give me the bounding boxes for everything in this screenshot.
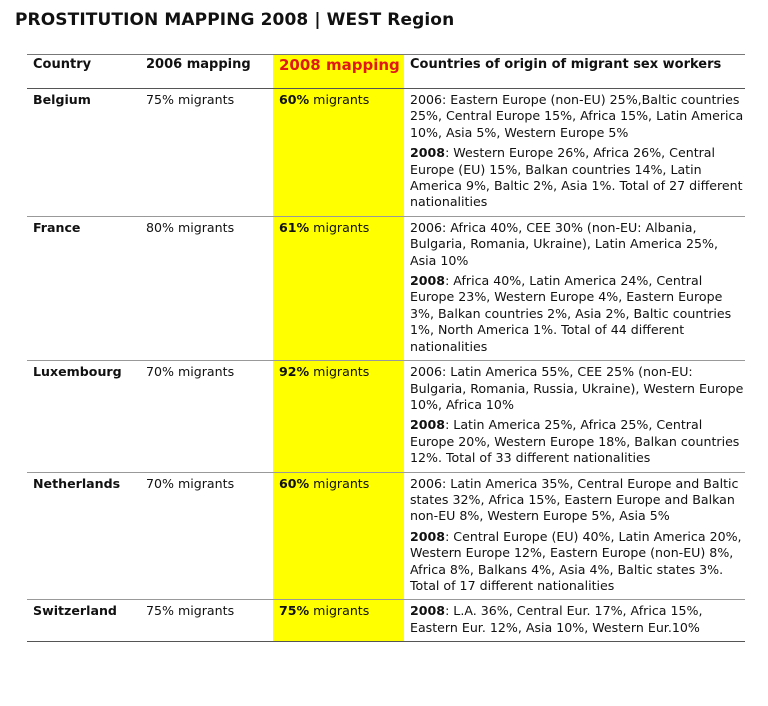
origins-cell: [404, 89, 745, 217]
origins-cell: [404, 361, 745, 472]
origins-2008-text: [410, 417, 745, 466]
origins-2006-text: 2006: Latin America 55%, CEE 25% (non-EU: Bulgaria, Romania, Russia, Ukraine), Western Europe 10%, Africa 10%: [410, 364, 744, 412]
mapping-2008-percent: 92%: [279, 364, 310, 380]
header-2006-mapping: 2006 mapping: [140, 55, 273, 89]
mapping-table: [27, 54, 745, 642]
origins-cell: [404, 600, 745, 642]
mapping-2008-cell: [273, 216, 404, 360]
origins-2008-text: [410, 145, 745, 211]
origins-2006-text: 2006: Eastern Europe (non-EU) 25%,Baltic countries 25%, Central Europe 15%, Africa 15%, Latin America 10%, Asia 5%, Western Europe 5%: [410, 92, 744, 140]
mapping-2006-cell: 75% migrants: [140, 89, 273, 217]
origins-2008-text: [410, 529, 745, 595]
mapping-2008-suffix: migrants: [313, 475, 370, 491]
origins-2008-text: [410, 603, 745, 636]
country-cell: Luxembourg: [27, 361, 140, 472]
origins-2008-detail: : Central Europe (EU) 40%, Latin America 20%, Western Europe 12%, Eastern Europe (non-EU) 8%, Africa 8%, Balkans 4%, Asia 4%, Baltic states 3%. Total of 17 different nationalities: [410, 528, 742, 593]
table-row: [27, 216, 745, 360]
origins-2008-detail: : L.A. 36%, Central Eur. 17%, Africa 15%, Eastern Eur. 12%, Asia 10%, Western Eur.10%: [410, 603, 703, 635]
origins-2008-year: 2008: [410, 145, 446, 161]
mapping-2006-cell: 70% migrants: [140, 472, 273, 600]
mapping-2008-suffix: migrants: [313, 364, 370, 380]
table-row: [27, 89, 745, 217]
mapping-2008-suffix: migrants: [313, 219, 370, 235]
origins-2008-detail: : Latin America 25%, Africa 25%, Central Europe 20%, Western Europe 18%, Balkan countries 12%. Total of 33 different nationalities: [410, 417, 740, 466]
table-header-row: [27, 55, 745, 89]
mapping-2008-suffix: migrants: [313, 92, 370, 107]
mapping-2008-cell: [273, 361, 404, 472]
mapping-2008-cell: [273, 89, 404, 217]
mapping-2008-percent: 60%: [279, 475, 310, 491]
mapping-2008-cell: [273, 472, 404, 600]
country-cell: Netherlands: [27, 472, 140, 600]
mapping-2008-percent: 61%: [279, 219, 310, 235]
origins-2006-text: 2006: Africa 40%, CEE 30% (non-EU: Albania, Bulgaria, Romania, Ukraine), Latin America 25%, Asia 10%: [410, 219, 718, 268]
table-row: [27, 472, 745, 600]
mapping-2008-cell: [273, 600, 404, 642]
header-country: Country: [27, 55, 140, 89]
origins-2008-year: 2008: [410, 603, 446, 619]
origins-2008-detail: : Africa 40%, Latin America 24%, Central Europe 23%, Western Europe 4%, Eastern Europe 3%, Balkan countries 2%, Asia 2%, Baltic countries 1%, North America 1%. Total of 44 different nationalities: [410, 273, 732, 354]
mapping-2008-suffix: migrants: [313, 603, 370, 619]
table-row: [27, 600, 745, 642]
country-cell: Switzerland: [27, 600, 140, 642]
page-title: PROSTITUTION MAPPING 2008 | WEST Region: [15, 10, 455, 30]
origins-cell: [404, 472, 745, 600]
header-2008-mapping: 2008 mapping: [273, 55, 404, 89]
country-cell: Belgium: [27, 89, 140, 217]
mapping-2008-percent: 75%: [279, 603, 310, 619]
origins-2008-year: 2008: [410, 417, 446, 433]
header-origins: Countries of origin of migrant sex workers: [404, 55, 745, 89]
mapping-2008-percent: 60%: [279, 92, 310, 107]
mapping-2006-cell: 80% migrants: [140, 216, 273, 360]
table-row: [27, 361, 745, 472]
origins-cell: [404, 216, 745, 360]
origins-2008-text: [410, 273, 745, 355]
origins-2008-detail: : Western Europe 26%, Africa 26%, Central Europe (EU) 15%, Balkan countries 14%, Latin America 9%, Baltic 2%, Asia 1%. Total of 27 different nationalities: [410, 145, 743, 210]
origins-2008-year: 2008: [410, 273, 446, 289]
country-cell: France: [27, 216, 140, 360]
mapping-2006-cell: 75% migrants: [140, 600, 273, 642]
origins-2006-text: 2006: Latin America 35%, Central Europe and Baltic states 32%, Africa 15%, Eastern Europe and Balkan non-EU 8%, Western Europe 5%, Asia 5%: [410, 475, 739, 524]
origins-2008-year: 2008: [410, 528, 446, 544]
mapping-2006-cell: 70% migrants: [140, 361, 273, 472]
